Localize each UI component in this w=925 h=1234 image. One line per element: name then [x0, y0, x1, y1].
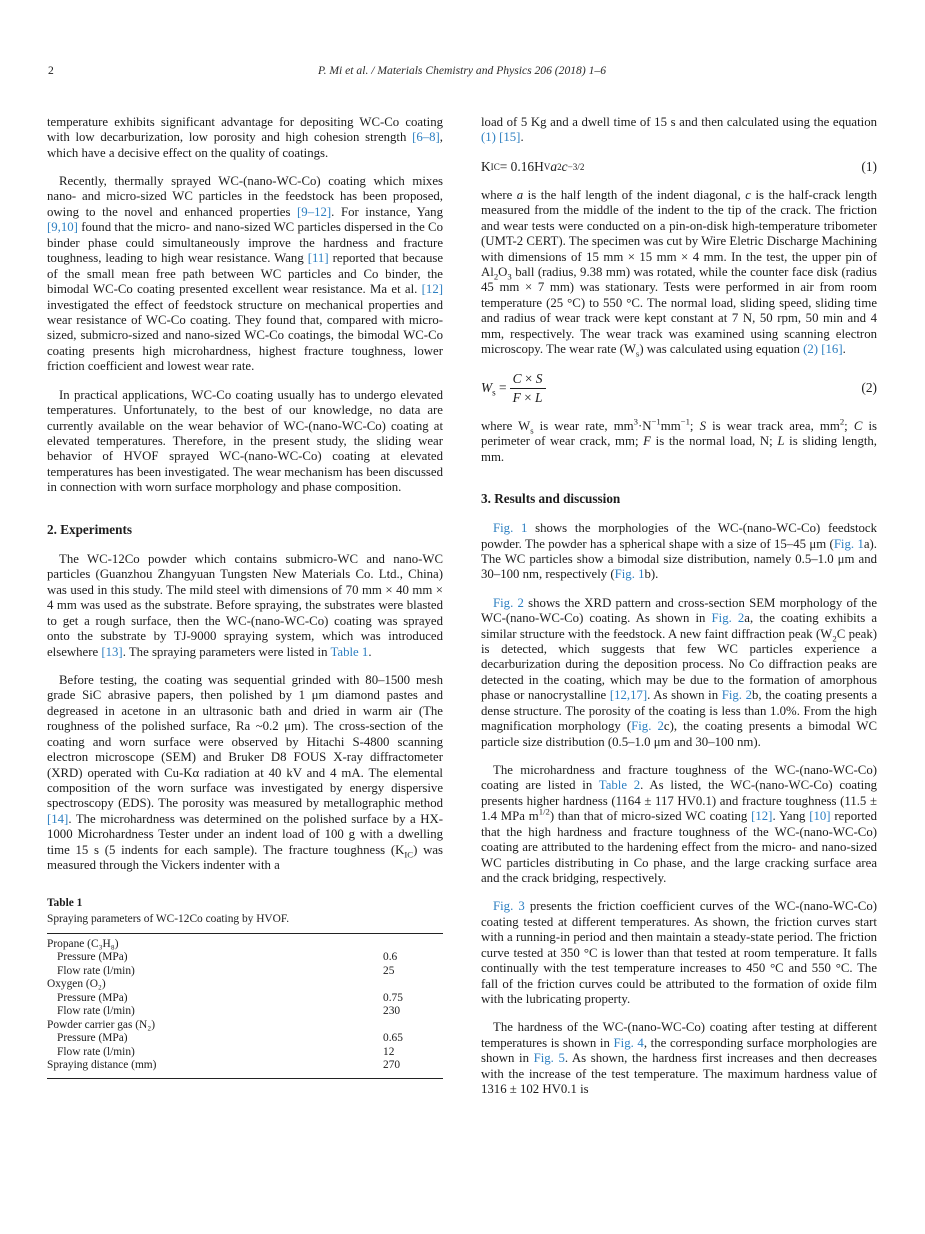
text-run: Recently, thermally sprayed WC-(nano-WC-Co) coating which mixes nano- and micro-sized WC particles in the feedstock has been proposed, owing to the novel and enhanced properties	[47, 173, 443, 219]
two-column-layout	[47, 102, 877, 1110]
reference-link[interactable]: [9,10]	[47, 220, 78, 235]
row-label: Propane (C₃H₈)	[47, 937, 119, 950]
row-value: 25	[383, 964, 395, 977]
row-value: 12	[383, 1045, 395, 1058]
text-run: L	[535, 389, 543, 405]
reference-link[interactable]: [15]	[499, 130, 521, 145]
text-run: where	[481, 187, 517, 202]
text-run: shows the XRD pattern and cross-section SEM morphology of the WC-(nano-WC-Co) coating. As shown in	[481, 595, 877, 626]
text-run: is the half-crack length measured from the middle of the indent to the tip of the crack. The friction and wear tests were conducted on a pin-on-disk high-temperature tribometer (UMT-2 CERT). The specimen was cut by Wire Eletric Discharge Machining with dimensions of 15 mm × 15 mm × 4 mm. In the test, the upper pin of Al	[481, 187, 877, 279]
text-run: where W	[481, 418, 531, 433]
text-run: K	[481, 158, 491, 174]
fraction-numerator	[510, 371, 546, 388]
text-run: ball (radius, 9.38 mm) was rotated, while the counter face disk (radius 45 mm × 7 mm) was stationary. Tests were performed in air from room temperature (25 °C) to 550 °C. The normal load, sliding speed, sliding time and radius of wear track were kept constant at 7 N, 50 rpm, 50 min and 4 mm, respectively. The wear track was examined using scanning electron microscopy. The wear rate (W	[481, 264, 877, 357]
text-run: reported that because of the small mean free path between WC particles and Co binder, the bimodal WC-Co coating presented excellent wear resistance. Ma et al.	[47, 251, 444, 297]
row-value: 0.75	[383, 991, 403, 1004]
table-label: Table 1	[47, 896, 83, 909]
reference-link[interactable]: (1)	[481, 130, 496, 145]
running-head: P. Mi et al. / Materials Chemistry and Physics 206 (2018) 1–6	[318, 64, 606, 77]
fraction	[510, 371, 546, 406]
table-caption: Spraying parameters of WC-12Co coating by HVOF.	[47, 912, 290, 925]
table-row	[47, 951, 443, 965]
text-run: The hardness of the WC-(nano-WC-Co) coating after testing at different temperatures is shown in	[481, 1020, 877, 1050]
text-run: c	[561, 158, 568, 174]
row-label: Spraying distance (mm)	[47, 1059, 157, 1072]
paragraph	[481, 899, 877, 1007]
table-row	[47, 1005, 443, 1019]
text-run: C	[853, 418, 863, 433]
reference-link[interactable]: [12]	[421, 282, 443, 297]
text-run: ) was calculated using equation	[639, 342, 804, 357]
paragraph	[481, 763, 877, 887]
text-run: ×	[521, 370, 536, 386]
paragraph	[481, 1020, 877, 1097]
reference-link[interactable]: (2)	[803, 342, 819, 357]
paragraph	[47, 174, 443, 375]
text-run: ×	[520, 389, 536, 405]
text-run: . For instance, Yang	[331, 204, 443, 219]
text-run: W	[481, 380, 493, 396]
text-run: . Yang	[772, 809, 810, 824]
text-run: mm	[660, 418, 681, 433]
text-run: −1	[680, 416, 690, 427]
reference-link[interactable]: Fig. 1	[833, 536, 864, 551]
reference-link[interactable]: [11]	[307, 251, 329, 266]
text-run: 1/2	[538, 807, 550, 818]
text-run: The microhardness and fracture toughness of the WC-(nano-WC-Co) coating are listed in	[481, 762, 877, 793]
text-run: a, the coating exhibits a similar structure with the feedstock. A new faint diffraction peak (W	[481, 611, 877, 641]
row-value: 0.65	[383, 1032, 403, 1045]
left-column	[47, 102, 443, 1110]
text-run: s	[530, 425, 534, 436]
equation-content	[481, 371, 853, 406]
text-run: 3	[507, 271, 512, 282]
row-value: 270	[383, 1059, 401, 1072]
text-run: .	[520, 130, 524, 145]
text-run: b).	[644, 567, 659, 582]
paragraph	[481, 416, 878, 465]
text-run: c), the coating presents a bimodal WC particle size distribution (0.5–1.0 μm and 30–100 nm).	[481, 719, 877, 749]
text-run: is the normal load, N;	[651, 434, 778, 449]
paragraph	[481, 188, 877, 358]
text-run: is perimeter of wear crack, mm;	[481, 418, 877, 449]
text-run: F	[512, 389, 521, 405]
row-label: Flow rate (l/min)	[57, 1005, 135, 1018]
text-run: F	[643, 434, 651, 449]
text-run: S	[699, 418, 706, 433]
text-run: ) was measured through the Vickers indenter with a	[47, 842, 443, 873]
text-run: temperature exhibits significant advantage for depositing WC-Co coating with low decarburization, low porosity and high cohesion strength	[47, 114, 443, 145]
text-run: C	[512, 370, 522, 386]
section-heading-experiments: 2. Experiments	[47, 521, 132, 537]
text-run: b, the coating presents a dense structure. The porosity of the coating is less than 1.0%. From the high magnification morphology (	[481, 688, 877, 734]
reference-link[interactable]: Fig. 4	[613, 1035, 644, 1050]
text-run: is sliding length, mm.	[481, 434, 878, 464]
row-value	[383, 978, 443, 992]
text-run: , the corresponding surface morphologies are shown in	[481, 1035, 877, 1066]
reference-link[interactable]: Fig. 2	[721, 688, 753, 703]
text-run: shows the morphologies of the WC-(nano-WC-Co) feedstock powder. The powder has a spherical shape with a size of 15–45 μm (	[481, 521, 877, 551]
text-run: −1	[651, 416, 661, 427]
right-column	[481, 102, 877, 1110]
equation-number: (2)	[861, 380, 877, 396]
paragraph	[481, 596, 877, 751]
text-run: .	[368, 644, 372, 659]
row-value: 0.6	[383, 951, 398, 964]
text-run: s	[492, 387, 496, 398]
table-row	[47, 938, 443, 952]
text-run: The WC-12Co powder which contains submicro-WC and nano-WC particles (Guanzhou Zhangyuan Tungsten New Materials Co. Ltd., China) was used in this study. The mild steel with dimensions of 70 mm × 40 mm × 4 mm was used as the substrate. Before spraying, the substrates were blasted to get a rough surface, then the WC-(nano-WC-Co) coating was sprayed onto the substrate by TJ-9000 spraying system, which was introduced elsewhere	[47, 551, 443, 659]
text-run: presents the friction coefficient curves of the WC-(nano-WC-Co) coating tested at different temperatures. As shown, the friction curves start with a running-in period and then maintain a steady-state period. The friction curve tested at 350 °C is lower than that tested at room temperature. It falls continually with the test temperature increases to 450 °C and 550 °C. The fall of the friction curves could be attributed to the formation of oxide film with the lubricating property.	[481, 899, 877, 1007]
text-run: 2	[839, 416, 845, 427]
row-label: Oxygen (O₂)	[47, 978, 106, 991]
table-row	[47, 978, 443, 992]
text-run: ;	[844, 418, 854, 433]
text-run: a). The WC particles show a bimodal size distribution, namely 0.5–1.0 μm and 30–100 nm, respectively (	[481, 536, 877, 582]
text-run: . As shown, the hardness first increases and then decreases with the increase of the test temperature. The maximum hardness value of 1316 ± 102 HV0.1 is	[481, 1051, 877, 1097]
text-run: . As shown in	[647, 688, 722, 703]
text-run: a	[550, 158, 558, 174]
text-run: S	[535, 370, 543, 386]
text-run: C peak) is detected, which suggests that few WC particles experience a decarburization during the deposition process. No Co diffraction peaks are detected in the coating, which may be due to the formation of amorphous phase or nanocrystalline	[481, 626, 877, 703]
paragraph	[47, 673, 443, 874]
reference-link[interactable]: Fig. 2	[711, 611, 745, 626]
text-run: .	[842, 342, 846, 357]
text-run: O	[498, 264, 508, 279]
reference-link[interactable]: Fig. 1	[614, 567, 645, 582]
reference-link[interactable]: Table 2	[598, 778, 641, 793]
row-value: 230	[383, 1005, 401, 1018]
equation-1	[481, 159, 877, 175]
fraction-denominator	[510, 388, 546, 406]
reference-link[interactable]: [9–12]	[297, 204, 332, 219]
paragraph	[481, 521, 877, 583]
text-run: . As listed, the WC-(nano-WC-Co) coating presents higher hardness (1164 ± 117 HV0.1) and fracture toughness (11.5 ± 1.4 MPa m	[481, 778, 878, 824]
reference-link[interactable]: [10]	[809, 809, 831, 824]
page-number: 2	[48, 64, 54, 77]
table-row	[47, 1019, 443, 1033]
text-run: reported that the high hardness and fracture toughness of the WC-(nano-WC-Co) coating are attributed to the hardening effect from the micro- and nano-sized WC particles distributing in Co phase, and the large cracking surface area and the crack bridging, respectively.	[481, 809, 877, 886]
table-1	[47, 896, 443, 1079]
equation-2	[481, 371, 877, 406]
row-label: Flow rate (l/min)	[57, 1045, 135, 1058]
paragraph	[481, 115, 877, 146]
text-run: c	[745, 187, 751, 202]
reference-link[interactable]: [16]	[821, 342, 843, 357]
reference-link[interactable]: Fig. 1	[493, 521, 528, 536]
row-label: Flow rate (l/min)	[57, 964, 135, 977]
text-run: ) than that of micro-sized WC coating	[549, 809, 752, 824]
equation-content: K IC = 0.16H V a 2 c −3/2	[481, 158, 585, 174]
text-run: , which have a decisive effect on the quality of coatings.	[47, 130, 443, 160]
text-run: 2	[832, 633, 837, 644]
row-label: Pressure (MPa)	[57, 1032, 128, 1045]
equation-lhs	[481, 380, 507, 396]
text-run: investigated the effect of feedstock structure on mechanical properties and wear resistance of WC-Co coating. They found that, compared with micro-sized, submicro-sized and nano-sized WC-Co coatings, the bimodal WC-Co coating presents high microhardness, highest fracture toughness, lower friction coefficient and lowest wear rate.	[47, 297, 443, 374]
text-run: 2	[493, 271, 499, 282]
paragraph	[47, 115, 443, 161]
reference-link[interactable]: [12,17]	[609, 688, 648, 703]
reference-link[interactable]: Fig. 3	[493, 899, 525, 914]
paragraph	[47, 552, 443, 660]
table-row	[47, 992, 443, 1006]
text-run: . The spraying parameters were listed in	[122, 644, 331, 659]
row-label: Powder carrier gas (N₂)	[47, 1018, 156, 1031]
table-row	[47, 1032, 443, 1046]
reference-link[interactable]: [13]	[101, 644, 123, 659]
reference-link[interactable]: [12]	[751, 809, 773, 824]
text-run: ·N	[637, 418, 652, 433]
row-label: Pressure (MPa)	[57, 951, 128, 964]
row-label: Pressure (MPa)	[57, 991, 128, 1004]
table-row	[47, 965, 443, 979]
reference-link[interactable]: Fig. 2	[631, 719, 664, 734]
text-run: =	[495, 380, 507, 396]
row-value	[383, 1019, 443, 1033]
text-run: a	[516, 187, 524, 202]
reference-link[interactable]: Table 1	[330, 644, 369, 659]
section-heading-results: 3. Results and discussion	[481, 491, 621, 507]
paragraph	[47, 388, 443, 496]
row-value	[383, 938, 443, 952]
text-run: IC	[404, 849, 414, 860]
reference-link[interactable]: [14]	[47, 811, 69, 826]
text-run: is wear track area, mm	[705, 418, 840, 433]
text-run: load of 5 Kg and a dwell time of 15 s and then calculated using the equation	[481, 114, 877, 129]
text-run: ;	[689, 418, 700, 433]
reference-link[interactable]: Fig. 5	[533, 1051, 565, 1066]
text-run: is the half length of the indent diagonal,	[523, 187, 746, 202]
text-run: Before testing, the coating was sequential grinded with 80–1500 mesh grade SiC abrasive papers, then polished by 1 μm diamond pastes and degreased in acetone in an ultrasonic bath and dried in warm air (The roughness of the polished surface, Ra ~0.2 μm). The cross-section of the coating and worn surface were observed by Hitachi S-4800 scanning electron microscope (SEM) and Bruker D8 FOUS X-ray diffractometer (XRD) operated with Cu-Kα radiation at 40 kV and 4 mA. The elemental composition of the worn surface was investigated by energy dispersive spectroscopy (EDS). The porosity was measured by metallographic method	[47, 672, 443, 811]
table-row	[47, 1046, 443, 1060]
text-run: L	[777, 434, 785, 449]
text-run: In practical applications, WC-Co coating usually has to undergo elevated temperatures. Unfortunately, to the best of our knowledge, no data are currently available on the wear behavior of WC-(nano-WC-Co) coating at elevated temperatures. Therefore, in the present study, the sliding wear behavior of HVOF sprayed WC-(nano-WC-Co) coating at elevated temperatures has been investigated. The wear mechanism has been discussed in connection with worn surface morphology and phase composition.	[47, 387, 443, 495]
text-run: 3	[633, 416, 638, 427]
text-run: s	[635, 348, 640, 359]
text-run: . The microhardness was determined on the polished surface by a HX-1000 Microhardness Tester under an indent load of 100 g with a dwelling time 15 s (5 indents for each sample). The fracture toughness (K	[47, 811, 443, 857]
reference-link[interactable]: [6–8]	[412, 130, 440, 145]
reference-link[interactable]: Fig. 2	[493, 595, 524, 610]
table-body	[47, 933, 443, 1079]
equation-number: (1)	[861, 158, 877, 174]
text-run: = 0.16H	[499, 158, 544, 174]
text-run: is wear rate, mm	[533, 418, 634, 433]
text-run: found that the micro- and nano-sized WC particles dispersed in the Co binder phase could simultaneously improve the hardness and fracture toughness, leading to high wear resistance. Wang	[47, 220, 443, 266]
table-row	[47, 1059, 443, 1073]
page-header	[47, 64, 877, 80]
